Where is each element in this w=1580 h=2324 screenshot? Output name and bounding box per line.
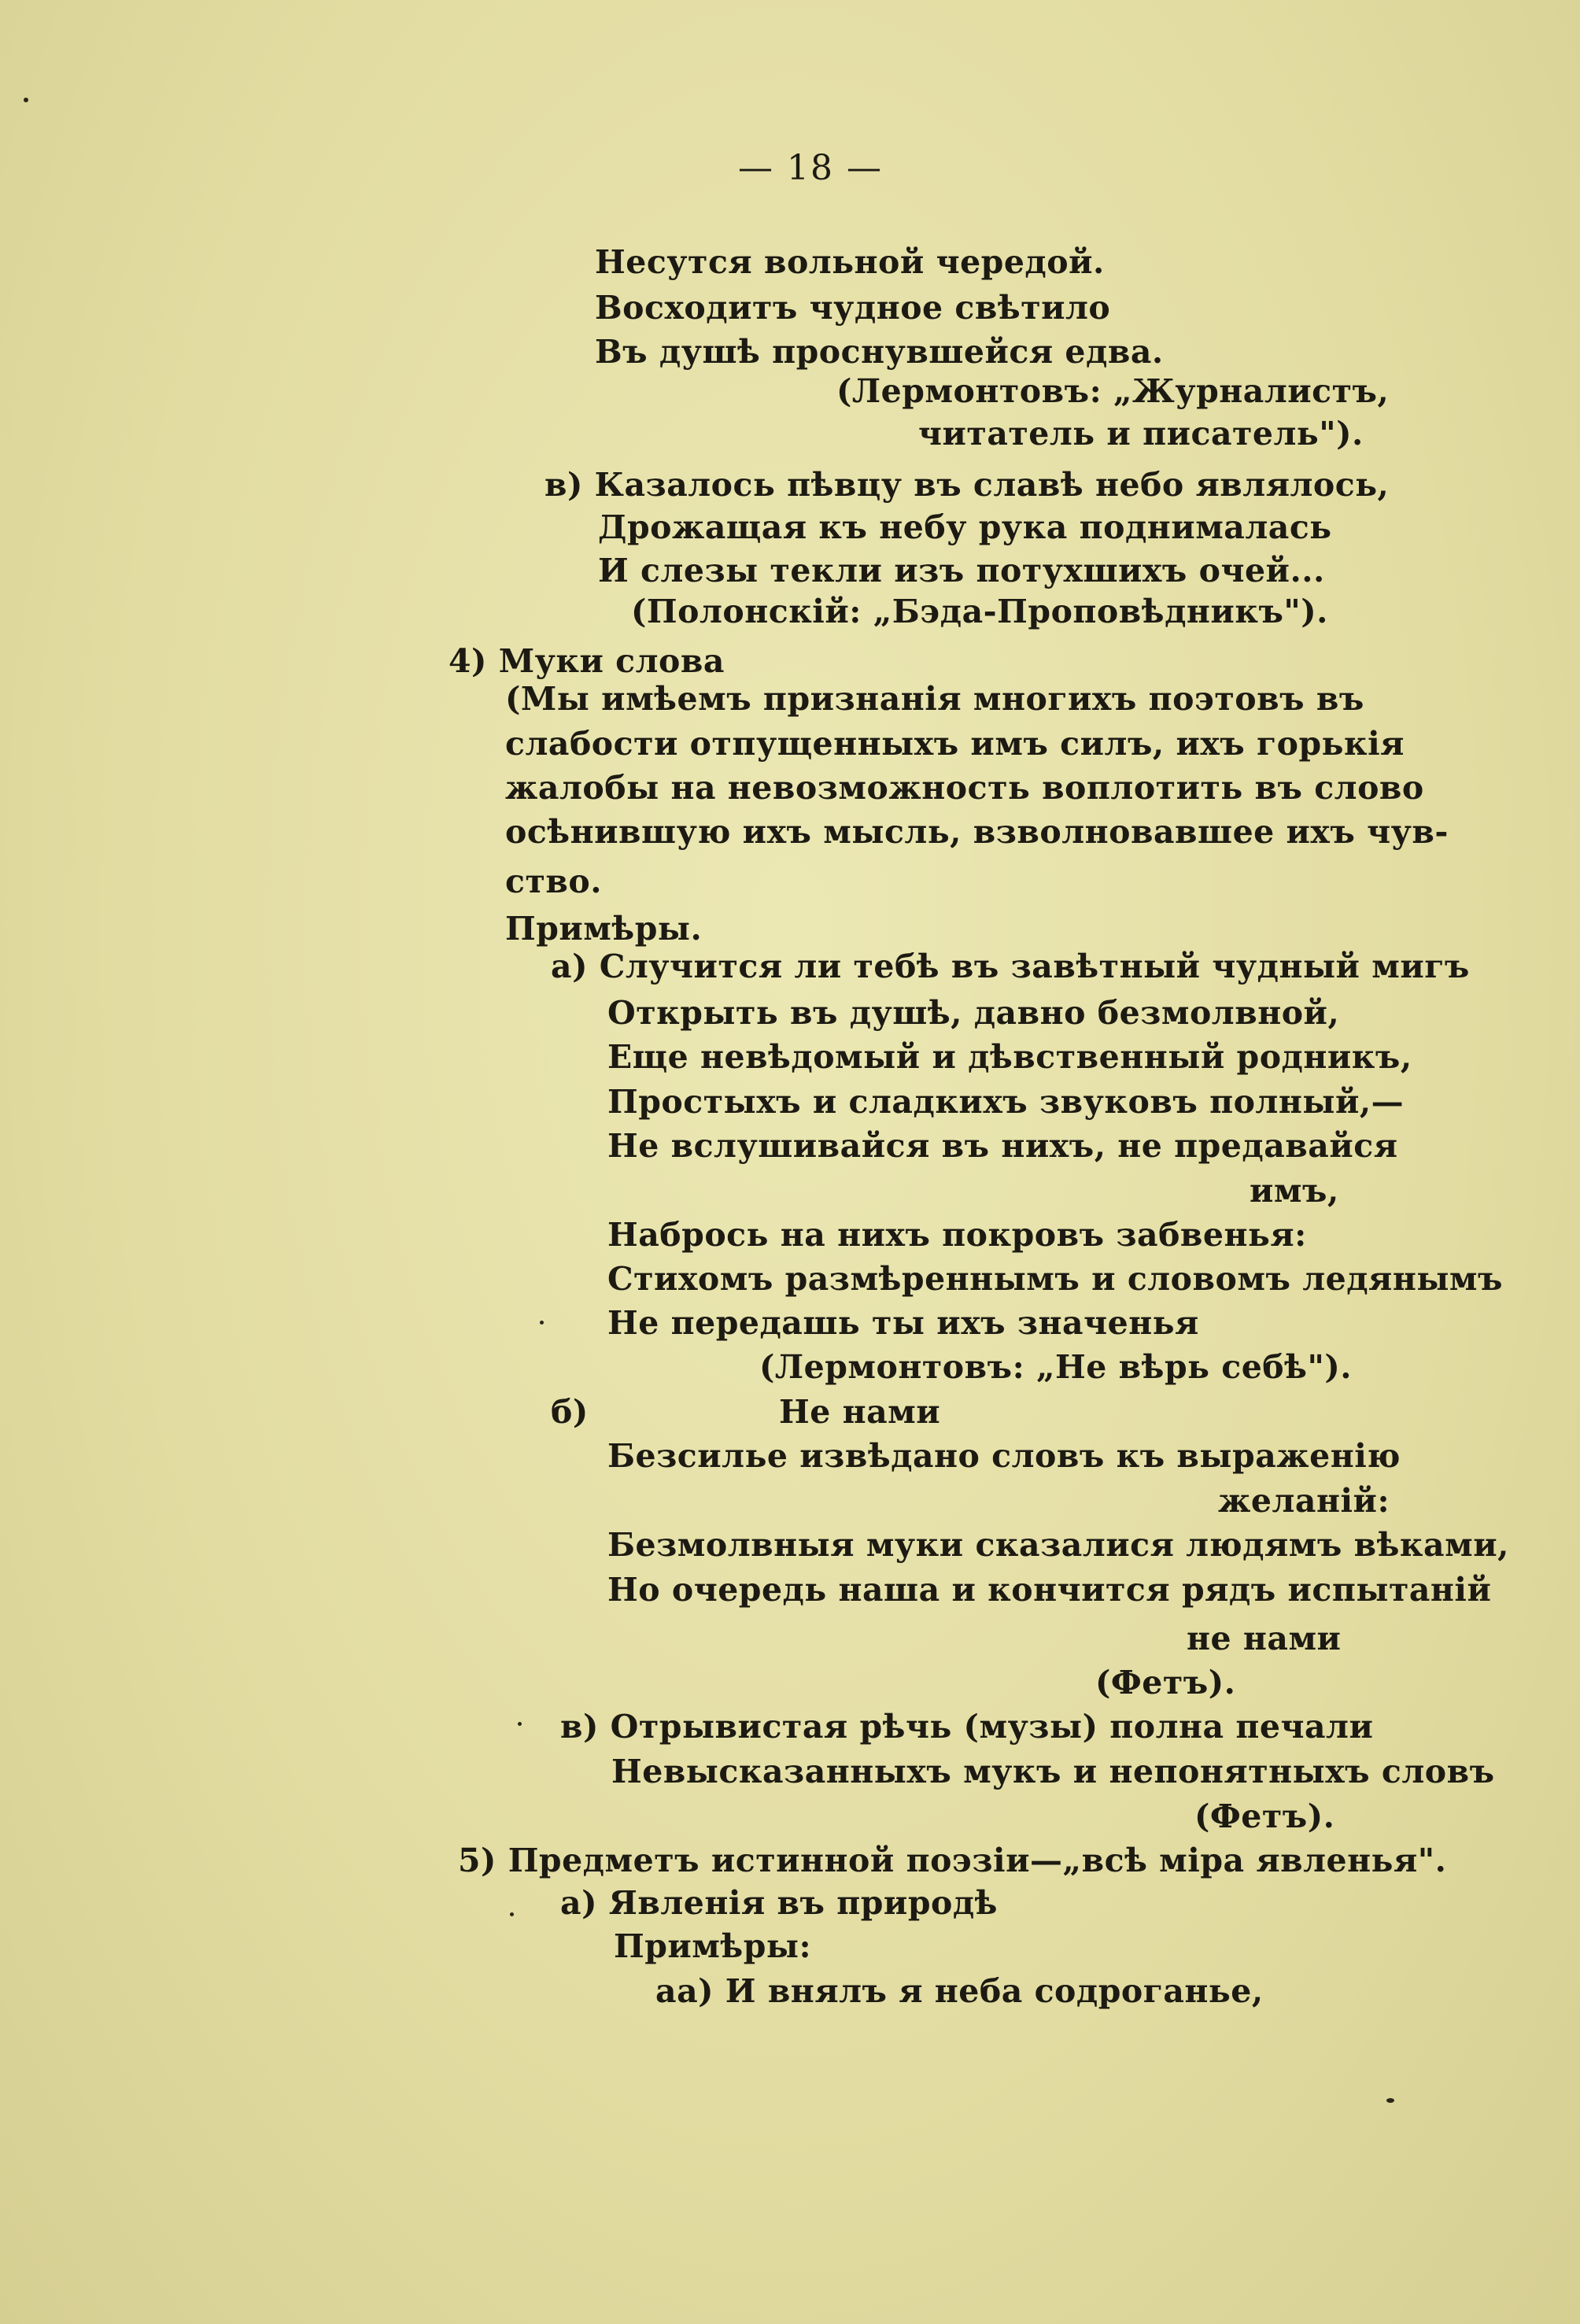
text-line: Несутся вольной чередой. <box>595 243 1105 281</box>
citation: (Фетъ). <box>1194 1797 1335 1835</box>
paper-speck <box>540 1321 544 1325</box>
text-line: Стихомъ размѣреннымъ и словомъ ледянымъ <box>607 1260 1503 1298</box>
paper-speck <box>24 98 28 102</box>
text-line: слабости отпущенныхъ имъ силъ, ихъ горькія <box>505 725 1405 763</box>
paper-speck <box>510 1912 514 1916</box>
text-line: Въ душѣ проснувшейся едва. <box>595 333 1164 371</box>
citation: (Лермонтовъ: „Не вѣрь себѣ"). <box>759 1348 1353 1386</box>
text-line: ство. <box>505 863 602 900</box>
paper-speck <box>1386 2098 1394 2103</box>
text-line: в) Отрывистая рѣчь (музы) полна печали <box>560 1708 1374 1746</box>
text-line: Еще невѣдомый и дѣвственный родникъ, <box>607 1038 1412 1076</box>
citation: (Фетъ). <box>1095 1664 1236 1701</box>
text-line: (Мы имѣемъ признанія многихъ поэтовъ въ <box>505 680 1364 718</box>
paper-speck <box>518 1722 522 1726</box>
text-line: Не передашь ты ихъ значенья <box>607 1304 1199 1342</box>
text-line: Набрось на нихъ покровъ забвенья: <box>607 1216 1307 1254</box>
text-line: аа) И внялъ я неба содроганье, <box>655 1972 1264 2010</box>
text-line: Безмолвныя муки сказалися людямъ вѣками, <box>607 1526 1509 1564</box>
page-number: — 18 — <box>738 148 883 188</box>
text-line: в) Казалось пѣвцу въ славѣ небо являлось, <box>545 466 1390 504</box>
text-line: желаній: <box>1218 1482 1390 1520</box>
text-line: жалобы на невозможность воплотить въ слово <box>505 769 1424 807</box>
text-line: имъ, <box>1250 1172 1339 1210</box>
text-line: Не нами <box>779 1393 941 1431</box>
text-line: а) Случится ли тебѣ въ завѣтный чудный мигъ <box>551 948 1470 985</box>
text-line: Невысказанныхъ мукъ и непонятныхъ словъ <box>611 1753 1495 1790</box>
citation: читатель и писатель"). <box>918 415 1364 453</box>
text-line: Дрожащая къ небу рука поднималась <box>598 508 1332 546</box>
text-line: Простыхъ и сладкихъ звуковъ полный,— <box>607 1083 1405 1121</box>
text-line: осѣнившую ихъ мысль, взволновавшее ихъ чув- <box>505 813 1449 851</box>
text-line: Но очередь наша и кончится рядъ испытаній <box>607 1571 1492 1609</box>
text-line: а) Явленія въ природѣ <box>560 1884 998 1922</box>
text-line: Безсилье извѣдано словъ къ выраженію <box>607 1437 1401 1475</box>
section-heading: 4) Муки слова <box>449 642 725 680</box>
citation: (Полонскій: „Бэда-Проповѣдникъ"). <box>631 593 1328 630</box>
section-heading: 5) Предметъ истинной поэзіи—„всѣ міра явленья". <box>458 1842 1447 1879</box>
text-line: Восходитъ чудное свѣтило <box>595 289 1111 327</box>
citation: (Лермонтовъ: „Журналистъ, <box>836 372 1390 410</box>
text-line: Примѣры. <box>505 910 703 948</box>
text-line: И слезы текли изъ потухшихъ очей... <box>598 552 1325 589</box>
text-line: б) <box>551 1393 589 1431</box>
text-line: Примѣры: <box>614 1927 812 1965</box>
text-line: Не вслушивайся въ нихъ, не предавайся <box>607 1127 1398 1165</box>
text-line: Открыть въ душѣ, давно безмолвной, <box>607 994 1340 1032</box>
text-line: не нами <box>1187 1620 1342 1657</box>
